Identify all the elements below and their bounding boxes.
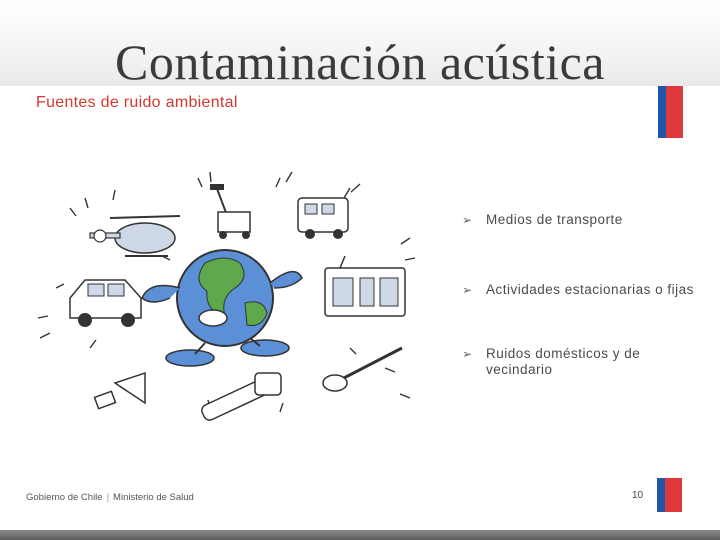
footer-credit	[26, 492, 194, 503]
list-item	[462, 346, 702, 378]
page-number: 10	[632, 490, 644, 501]
chile-flag-stripe-icon	[658, 86, 683, 138]
chainsaw-icon	[200, 373, 281, 422]
arrow-bullet-icon: ➢	[462, 283, 473, 297]
bullet-text: Ruidos domésticos y de vecindario	[486, 346, 641, 377]
arrow-bullet-icon: ➢	[462, 213, 473, 227]
lawnmower-icon	[210, 184, 250, 239]
list-item	[462, 282, 702, 298]
radio-icon	[325, 256, 405, 316]
arrow-bullet-icon: ➢	[462, 347, 473, 361]
earth-character-icon	[142, 250, 302, 366]
bullet-text: Actividades estacionarias o fijas	[486, 282, 694, 297]
ambulance-icon	[298, 198, 348, 239]
list-item	[462, 212, 702, 228]
megaphone-icon	[94, 373, 145, 409]
chile-flag-stripe-icon	[657, 478, 682, 512]
footer-ministry: Ministerio de Salud	[113, 492, 194, 503]
bullet-list	[462, 212, 702, 378]
footer-org: Gobierno de Chile	[26, 492, 103, 503]
helicopter-icon	[90, 216, 180, 256]
slide-subtitle: Fuentes de ruido ambiental	[36, 94, 238, 111]
footer-separator: |	[106, 492, 110, 503]
slide-title: Contaminación acústica	[114, 34, 605, 90]
bottom-bar	[0, 530, 720, 540]
noise-sources-illustration	[30, 168, 450, 438]
bullet-text: Medios de transporte	[486, 212, 623, 227]
car-icon	[70, 280, 141, 327]
